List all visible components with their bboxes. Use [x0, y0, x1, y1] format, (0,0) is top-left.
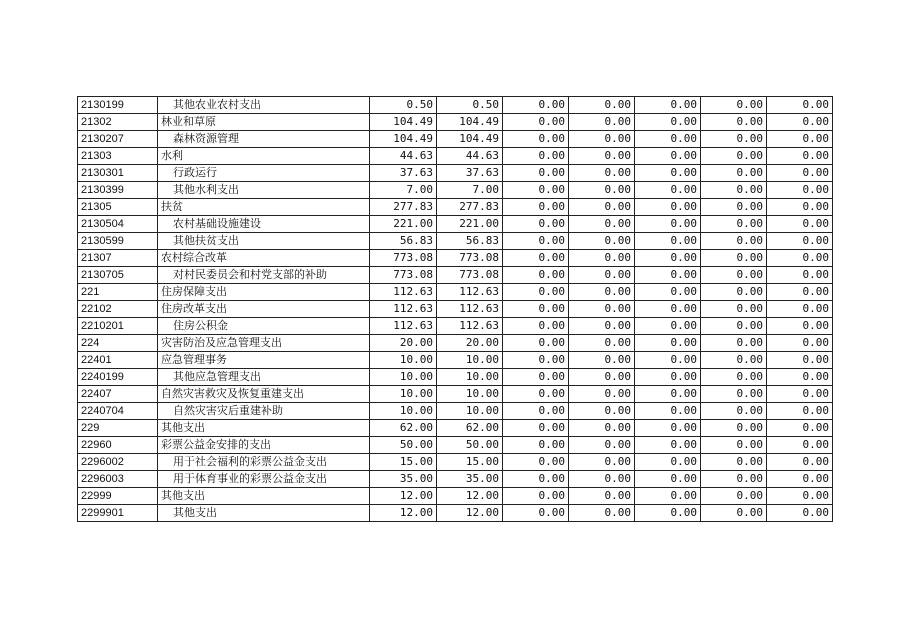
subject-code-cell: 22407 — [78, 386, 158, 403]
amount-cell: 50.00 — [437, 437, 503, 454]
table-body — [78, 97, 833, 522]
subject-code-cell: 2299901 — [78, 505, 158, 522]
amount-cell: 0.00 — [635, 250, 701, 267]
amount-cell: 0.00 — [767, 318, 833, 335]
amount-cell: 0.00 — [701, 369, 767, 386]
amount-cell: 20.00 — [437, 335, 503, 352]
amount-cell: 0.00 — [503, 267, 569, 284]
subject-name-cell: 农村基础设施建设 — [158, 216, 370, 233]
amount-cell: 0.50 — [370, 97, 437, 114]
subject-code-cell: 2130504 — [78, 216, 158, 233]
amount-cell: 0.00 — [635, 420, 701, 437]
amount-cell: 0.00 — [701, 131, 767, 148]
amount-cell: 50.00 — [370, 437, 437, 454]
amount-cell: 44.63 — [437, 148, 503, 165]
amount-cell: 0.00 — [635, 352, 701, 369]
amount-cell: 0.00 — [701, 216, 767, 233]
amount-cell: 0.00 — [503, 182, 569, 199]
amount-cell: 7.00 — [370, 182, 437, 199]
subject-code-cell: 22401 — [78, 352, 158, 369]
subject-name-cell: 住房保障支出 — [158, 284, 370, 301]
table-row — [78, 284, 833, 301]
amount-cell: 0.00 — [635, 182, 701, 199]
amount-cell: 0.00 — [569, 386, 635, 403]
amount-cell: 0.00 — [569, 182, 635, 199]
subject-code-cell: 22999 — [78, 488, 158, 505]
subject-name-cell: 住房公积金 — [158, 318, 370, 335]
subject-code-cell: 2210201 — [78, 318, 158, 335]
amount-cell: 0.00 — [569, 199, 635, 216]
amount-cell: 0.00 — [701, 386, 767, 403]
table-row — [78, 182, 833, 199]
budget-table — [77, 96, 833, 522]
amount-cell: 0.00 — [503, 488, 569, 505]
amount-cell: 0.00 — [569, 505, 635, 522]
amount-cell: 0.00 — [503, 505, 569, 522]
subject-name-cell: 农村综合改革 — [158, 250, 370, 267]
amount-cell: 35.00 — [370, 471, 437, 488]
amount-cell: 0.00 — [635, 284, 701, 301]
table-row — [78, 352, 833, 369]
amount-cell: 0.00 — [767, 165, 833, 182]
amount-cell: 0.50 — [437, 97, 503, 114]
amount-cell: 0.00 — [767, 284, 833, 301]
amount-cell: 104.49 — [437, 131, 503, 148]
amount-cell: 0.00 — [569, 301, 635, 318]
amount-cell: 0.00 — [767, 454, 833, 471]
amount-cell: 0.00 — [701, 199, 767, 216]
amount-cell: 0.00 — [767, 420, 833, 437]
amount-cell: 0.00 — [569, 454, 635, 471]
amount-cell: 12.00 — [370, 488, 437, 505]
amount-cell: 0.00 — [503, 97, 569, 114]
amount-cell: 221.00 — [437, 216, 503, 233]
amount-cell: 10.00 — [437, 369, 503, 386]
table-row — [78, 301, 833, 318]
amount-cell: 0.00 — [503, 318, 569, 335]
amount-cell: 0.00 — [767, 301, 833, 318]
amount-cell: 0.00 — [767, 352, 833, 369]
amount-cell: 0.00 — [701, 148, 767, 165]
amount-cell: 0.00 — [767, 216, 833, 233]
amount-cell: 0.00 — [701, 403, 767, 420]
amount-cell: 10.00 — [370, 386, 437, 403]
subject-code-cell: 2130599 — [78, 233, 158, 250]
amount-cell: 0.00 — [503, 369, 569, 386]
subject-name-cell: 其他扶贫支出 — [158, 233, 370, 250]
amount-cell: 56.83 — [370, 233, 437, 250]
subject-name-cell: 应急管理事务 — [158, 352, 370, 369]
amount-cell: 0.00 — [569, 148, 635, 165]
table-row — [78, 199, 833, 216]
amount-cell: 0.00 — [569, 165, 635, 182]
amount-cell: 0.00 — [503, 437, 569, 454]
table-row — [78, 454, 833, 471]
amount-cell: 0.00 — [701, 284, 767, 301]
subject-name-cell: 其他支出 — [158, 505, 370, 522]
amount-cell: 0.00 — [569, 318, 635, 335]
subject-code-cell: 221 — [78, 284, 158, 301]
amount-cell: 0.00 — [701, 165, 767, 182]
subject-code-cell: 22960 — [78, 437, 158, 454]
amount-cell: 0.00 — [635, 267, 701, 284]
amount-cell: 0.00 — [635, 97, 701, 114]
amount-cell: 277.83 — [370, 199, 437, 216]
amount-cell: 773.08 — [370, 267, 437, 284]
amount-cell: 0.00 — [503, 233, 569, 250]
amount-cell: 0.00 — [701, 437, 767, 454]
amount-cell: 44.63 — [370, 148, 437, 165]
amount-cell: 0.00 — [767, 97, 833, 114]
amount-cell: 10.00 — [437, 386, 503, 403]
amount-cell: 0.00 — [701, 505, 767, 522]
subject-code-cell: 2240199 — [78, 369, 158, 386]
subject-code-cell: 2130705 — [78, 267, 158, 284]
subject-name-cell: 其他应急管理支出 — [158, 369, 370, 386]
amount-cell: 0.00 — [635, 454, 701, 471]
amount-cell: 0.00 — [767, 199, 833, 216]
subject-code-cell: 2240704 — [78, 403, 158, 420]
amount-cell: 0.00 — [635, 131, 701, 148]
table-row — [78, 250, 833, 267]
table-row — [78, 267, 833, 284]
amount-cell: 0.00 — [569, 369, 635, 386]
subject-code-cell: 21302 — [78, 114, 158, 131]
amount-cell: 0.00 — [701, 454, 767, 471]
amount-cell: 0.00 — [569, 488, 635, 505]
amount-cell: 0.00 — [503, 250, 569, 267]
amount-cell: 112.63 — [370, 301, 437, 318]
amount-cell: 0.00 — [503, 114, 569, 131]
amount-cell: 0.00 — [635, 386, 701, 403]
subject-code-cell: 21305 — [78, 199, 158, 216]
amount-cell: 0.00 — [635, 301, 701, 318]
amount-cell: 0.00 — [569, 250, 635, 267]
amount-cell: 0.00 — [503, 454, 569, 471]
subject-code-cell: 22102 — [78, 301, 158, 318]
table-row — [78, 369, 833, 386]
amount-cell: 0.00 — [635, 216, 701, 233]
subject-name-cell: 其他支出 — [158, 488, 370, 505]
amount-cell: 0.00 — [569, 284, 635, 301]
amount-cell: 0.00 — [701, 318, 767, 335]
amount-cell: 0.00 — [569, 97, 635, 114]
amount-cell: 35.00 — [437, 471, 503, 488]
amount-cell: 0.00 — [569, 403, 635, 420]
amount-cell: 0.00 — [767, 182, 833, 199]
table-row — [78, 114, 833, 131]
amount-cell: 773.08 — [437, 250, 503, 267]
amount-cell: 37.63 — [437, 165, 503, 182]
amount-cell: 0.00 — [701, 301, 767, 318]
amount-cell: 0.00 — [635, 335, 701, 352]
amount-cell: 0.00 — [701, 420, 767, 437]
amount-cell: 0.00 — [569, 335, 635, 352]
amount-cell: 0.00 — [767, 335, 833, 352]
subject-name-cell: 自然灾害救灾及恢复重建支出 — [158, 386, 370, 403]
subject-code-cell: 2296003 — [78, 471, 158, 488]
subject-code-cell: 2130301 — [78, 165, 158, 182]
amount-cell: 7.00 — [437, 182, 503, 199]
subject-name-cell: 灾害防治及应急管理支出 — [158, 335, 370, 352]
amount-cell: 0.00 — [767, 250, 833, 267]
amount-cell: 10.00 — [370, 352, 437, 369]
amount-cell: 277.83 — [437, 199, 503, 216]
subject-code-cell: 2130399 — [78, 182, 158, 199]
amount-cell: 0.00 — [569, 216, 635, 233]
amount-cell: 0.00 — [503, 284, 569, 301]
subject-name-cell: 对村民委员会和村党支部的补助 — [158, 267, 370, 284]
subject-name-cell: 住房改革支出 — [158, 301, 370, 318]
amount-cell: 0.00 — [635, 233, 701, 250]
amount-cell: 56.83 — [437, 233, 503, 250]
amount-cell: 12.00 — [437, 488, 503, 505]
amount-cell: 0.00 — [767, 386, 833, 403]
amount-cell: 112.63 — [370, 284, 437, 301]
amount-cell: 0.00 — [701, 250, 767, 267]
amount-cell: 0.00 — [701, 114, 767, 131]
amount-cell: 0.00 — [503, 335, 569, 352]
amount-cell: 0.00 — [635, 369, 701, 386]
amount-cell: 0.00 — [569, 267, 635, 284]
amount-cell: 0.00 — [503, 131, 569, 148]
amount-cell: 0.00 — [503, 216, 569, 233]
subject-name-cell: 其他农业农村支出 — [158, 97, 370, 114]
table-row — [78, 420, 833, 437]
subject-code-cell: 224 — [78, 335, 158, 352]
amount-cell: 0.00 — [767, 131, 833, 148]
amount-cell: 0.00 — [569, 233, 635, 250]
subject-name-cell: 其他水利支出 — [158, 182, 370, 199]
amount-cell: 0.00 — [503, 301, 569, 318]
amount-cell: 0.00 — [569, 420, 635, 437]
amount-cell: 112.63 — [437, 284, 503, 301]
amount-cell: 0.00 — [635, 318, 701, 335]
amount-cell: 10.00 — [437, 352, 503, 369]
amount-cell: 0.00 — [635, 148, 701, 165]
amount-cell: 62.00 — [437, 420, 503, 437]
amount-cell: 0.00 — [635, 403, 701, 420]
amount-cell: 15.00 — [437, 454, 503, 471]
amount-cell: 0.00 — [767, 267, 833, 284]
subject-name-cell: 行政运行 — [158, 165, 370, 182]
amount-cell: 0.00 — [701, 182, 767, 199]
subject-code-cell: 21303 — [78, 148, 158, 165]
table-row — [78, 216, 833, 233]
amount-cell: 112.63 — [370, 318, 437, 335]
subject-code-cell: 229 — [78, 420, 158, 437]
subject-code-cell: 2130207 — [78, 131, 158, 148]
amount-cell: 0.00 — [569, 131, 635, 148]
amount-cell: 104.49 — [370, 114, 437, 131]
amount-cell: 773.08 — [370, 250, 437, 267]
table-row — [78, 437, 833, 454]
amount-cell: 0.00 — [569, 114, 635, 131]
amount-cell: 0.00 — [767, 148, 833, 165]
table-row — [78, 165, 833, 182]
amount-cell: 0.00 — [569, 471, 635, 488]
amount-cell: 12.00 — [437, 505, 503, 522]
amount-cell: 0.00 — [569, 352, 635, 369]
subject-name-cell: 水利 — [158, 148, 370, 165]
amount-cell: 0.00 — [503, 471, 569, 488]
amount-cell: 0.00 — [635, 471, 701, 488]
amount-cell: 0.00 — [635, 199, 701, 216]
table-row — [78, 131, 833, 148]
amount-cell: 20.00 — [370, 335, 437, 352]
table-row — [78, 505, 833, 522]
amount-cell: 0.00 — [503, 165, 569, 182]
amount-cell: 0.00 — [767, 403, 833, 420]
amount-cell: 0.00 — [767, 437, 833, 454]
amount-cell: 0.00 — [701, 97, 767, 114]
subject-name-cell: 森林资源管理 — [158, 131, 370, 148]
subject-code-cell: 21307 — [78, 250, 158, 267]
amount-cell: 0.00 — [635, 165, 701, 182]
subject-name-cell: 其他支出 — [158, 420, 370, 437]
table-row — [78, 335, 833, 352]
amount-cell: 0.00 — [767, 505, 833, 522]
amount-cell: 10.00 — [370, 369, 437, 386]
table-row — [78, 471, 833, 488]
amount-cell: 0.00 — [767, 114, 833, 131]
amount-cell: 773.08 — [437, 267, 503, 284]
amount-cell: 0.00 — [635, 488, 701, 505]
subject-code-cell: 2296002 — [78, 454, 158, 471]
amount-cell: 104.49 — [370, 131, 437, 148]
amount-cell: 0.00 — [701, 233, 767, 250]
amount-cell: 0.00 — [701, 471, 767, 488]
amount-cell: 0.00 — [701, 267, 767, 284]
amount-cell: 10.00 — [370, 403, 437, 420]
amount-cell: 37.63 — [370, 165, 437, 182]
subject-name-cell: 扶贫 — [158, 199, 370, 216]
subject-name-cell: 用于社会福利的彩票公益金支出 — [158, 454, 370, 471]
amount-cell: 0.00 — [503, 403, 569, 420]
amount-cell: 0.00 — [503, 352, 569, 369]
amount-cell: 0.00 — [767, 233, 833, 250]
subject-name-cell: 林业和草原 — [158, 114, 370, 131]
amount-cell: 0.00 — [767, 488, 833, 505]
subject-name-cell: 用于体育事业的彩票公益金支出 — [158, 471, 370, 488]
amount-cell: 0.00 — [767, 471, 833, 488]
subject-code-cell: 2130199 — [78, 97, 158, 114]
amount-cell: 0.00 — [635, 114, 701, 131]
subject-name-cell: 自然灾害灾后重建补助 — [158, 403, 370, 420]
amount-cell: 0.00 — [503, 199, 569, 216]
amount-cell: 221.00 — [370, 216, 437, 233]
table-row — [78, 233, 833, 250]
amount-cell: 0.00 — [503, 386, 569, 403]
amount-cell: 62.00 — [370, 420, 437, 437]
amount-cell: 0.00 — [569, 437, 635, 454]
amount-cell: 112.63 — [437, 301, 503, 318]
amount-cell: 0.00 — [635, 505, 701, 522]
subject-name-cell: 彩票公益金安排的支出 — [158, 437, 370, 454]
table-row — [78, 318, 833, 335]
amount-cell: 0.00 — [701, 335, 767, 352]
amount-cell: 112.63 — [437, 318, 503, 335]
amount-cell: 10.00 — [437, 403, 503, 420]
table-row — [78, 97, 833, 114]
amount-cell: 0.00 — [767, 369, 833, 386]
amount-cell: 0.00 — [503, 148, 569, 165]
amount-cell: 0.00 — [701, 352, 767, 369]
amount-cell: 0.00 — [701, 488, 767, 505]
amount-cell: 15.00 — [370, 454, 437, 471]
amount-cell: 0.00 — [635, 437, 701, 454]
table-row — [78, 488, 833, 505]
amount-cell: 12.00 — [370, 505, 437, 522]
table-row — [78, 403, 833, 420]
amount-cell: 0.00 — [503, 420, 569, 437]
amount-cell: 104.49 — [437, 114, 503, 131]
table-row — [78, 148, 833, 165]
table-row — [78, 386, 833, 403]
